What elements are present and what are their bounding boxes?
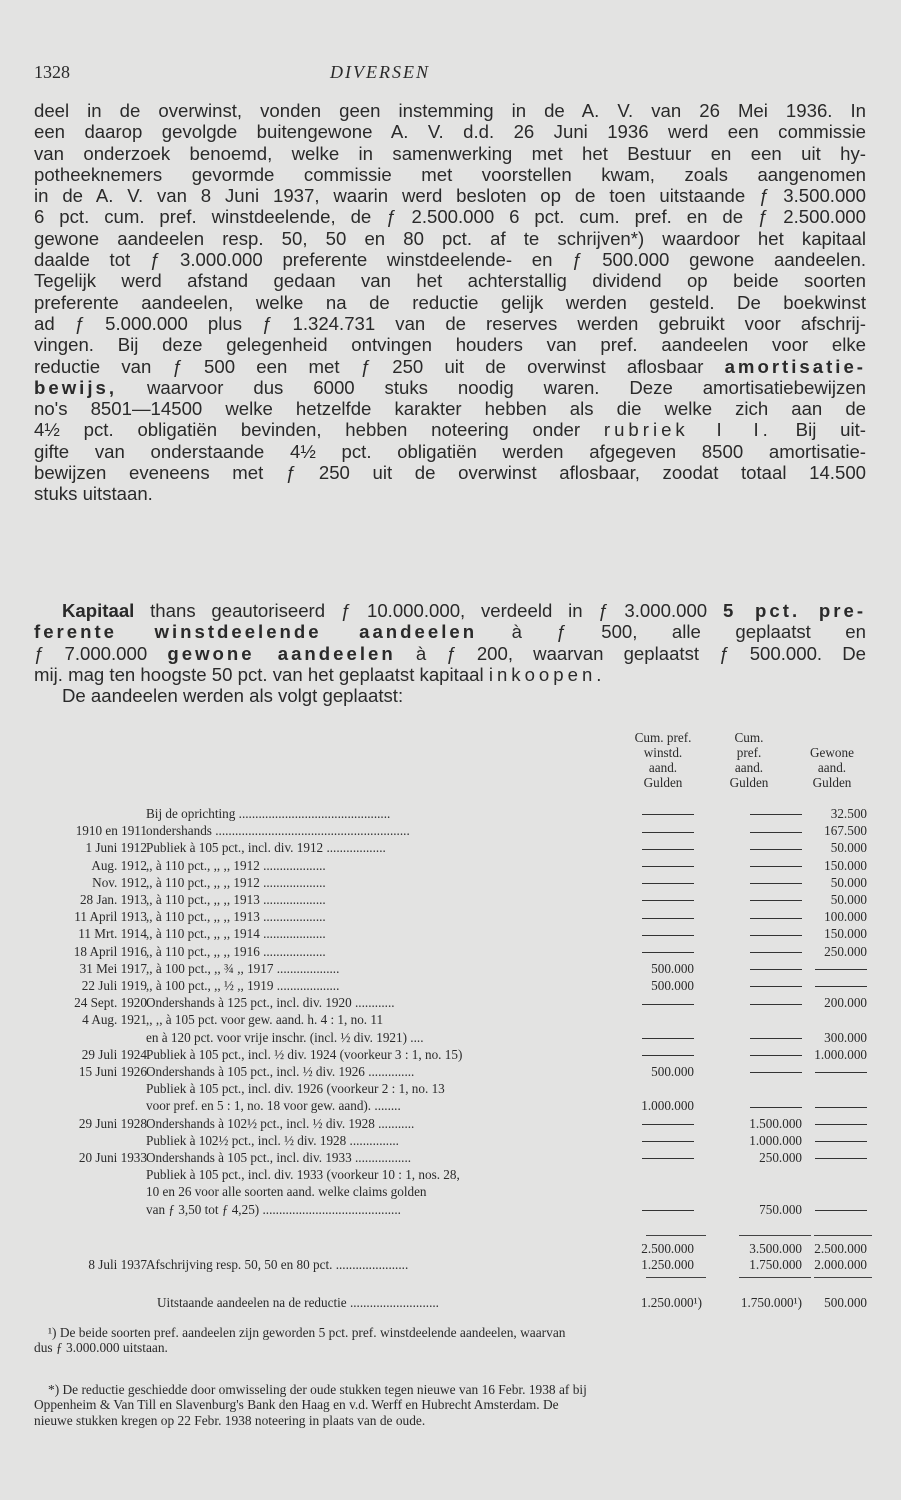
- paragraph-capital: [34, 600, 866, 706]
- cell-dash: [706, 926, 802, 942]
- cell-dash: [608, 926, 694, 942]
- cell-dash: [809, 1133, 867, 1149]
- table-row: [34, 1081, 874, 1097]
- cell-desc: ,, ,, à 105 pct. voor gew. aand. h. 4 : 1, no. 11: [146, 1012, 384, 1028]
- spaced-term: amortisatie-: [724, 355, 866, 377]
- text-segment: 4½ pct. obligatiën bevinden, hebben noteering onder: [34, 419, 581, 441]
- table-row: [34, 1202, 874, 1218]
- cell-desc: Publiek à 102½ pct., incl. ½ div. 1928 ...............: [146, 1132, 399, 1148]
- dash-rule: [750, 814, 802, 815]
- cell-dash: [706, 995, 802, 1011]
- cell-value: 1.250.000¹): [640, 1295, 702, 1310]
- table-row: [34, 1150, 874, 1166]
- cell-dash: [706, 840, 802, 856]
- cell-date: Aug. 1912: [91, 857, 147, 873]
- dash-rule: [642, 935, 694, 936]
- cell-desc: ,, à 110 pct., ,, ,, 1914 ...................: [146, 926, 326, 942]
- cell-desc: ,, à 110 pct., ,, ,, 1912 ...................: [146, 857, 326, 873]
- text-line: [34, 419, 866, 440]
- cell-dash: [809, 978, 867, 994]
- cell-date: 29 Juli 1924: [81, 1046, 147, 1062]
- cell-value: 100.000: [824, 909, 867, 925]
- cell-value: 3.500.000: [749, 1241, 802, 1256]
- cell-desc: Afschrijving resp. 50, 50 en 80 pct. ......................: [146, 1257, 409, 1272]
- spaced-term: rubriek I I.: [603, 419, 772, 441]
- cell-desc: 10 en 26 voor alle soorten aand. welke claims golden: [146, 1184, 427, 1200]
- dash-rule: [642, 1210, 694, 1211]
- text-line: 6 pct. cum. pref. winstdeelende, de ƒ 2.500.000 6 pct. cum. pref. en de ƒ 2.500.000: [34, 206, 866, 228]
- dash-rule: [750, 1072, 802, 1073]
- dash-rule: [750, 1107, 802, 1108]
- table-row: [34, 944, 874, 960]
- cell-dash: [608, 1133, 694, 1149]
- cell-value: 50.000: [830, 892, 867, 907]
- cell-date: 20 Juni 1933: [78, 1150, 147, 1165]
- cell-date: 28 Jan. 1913: [79, 892, 147, 907]
- cell-value: 32.500: [830, 806, 867, 821]
- header-text: Cum.: [734, 730, 764, 745]
- cell-date: 8 Juli 1937: [88, 1257, 147, 1272]
- cell-value: 200.000: [824, 995, 867, 1011]
- cell-dash: [706, 978, 802, 994]
- text-line: potheeknemers gevormde commissie met voorstellen kwam, zoals aangenomen: [34, 163, 866, 185]
- text-segment: mij. mag ten hoogste 50 pct. van het geplaatst kapitaal: [34, 663, 484, 685]
- footnote-1: [34, 1325, 866, 1356]
- header-text: Gulden: [729, 775, 769, 790]
- cell-desc: van ƒ 3,50 tot ƒ 4,25) ..........................................: [146, 1201, 401, 1217]
- dash-rule: [815, 1158, 867, 1159]
- cell-dash: [608, 1047, 694, 1063]
- cell-dash: [608, 1030, 694, 1046]
- cell-dash: [809, 1116, 867, 1132]
- cell-dash: [706, 875, 802, 891]
- outstanding-row: [34, 1295, 874, 1311]
- dash-rule: [750, 986, 802, 987]
- sum-rule: [814, 1235, 872, 1236]
- table-row: [34, 961, 874, 977]
- cell-desc: Ondershands à 105 pct., incl. ½ div. 1926 ..............: [146, 1064, 415, 1079]
- cell-value: 1.500.000: [749, 1115, 802, 1131]
- cell-value: 1.000.000: [641, 1098, 694, 1114]
- col-header-cum-pref-winstd: [620, 730, 706, 790]
- placement-table: [34, 730, 874, 1320]
- cell-desc: ondershands ...........................................................: [146, 823, 410, 839]
- cell-dash: [608, 1116, 694, 1132]
- table-row: [34, 1116, 874, 1132]
- text-segment: à ƒ 500, alle geplaatst en: [511, 621, 866, 643]
- col-header-gewone: [797, 745, 867, 790]
- dash-rule: [642, 1141, 694, 1142]
- cell-value: 50.000: [830, 840, 867, 856]
- cell-dash: [706, 1064, 802, 1080]
- cell-value: 1.000.000: [749, 1132, 802, 1148]
- sum-rule: [739, 1235, 811, 1236]
- dash-rule: [815, 1107, 867, 1108]
- text-line: [34, 356, 866, 377]
- totals-row: [34, 1241, 874, 1257]
- text-line: bewijzen eveneens met ƒ 250 uit de overwinst aflosbaar, zoodat totaal 14.500: [34, 462, 866, 484]
- cell-dash: [608, 995, 694, 1011]
- header-text: aand.: [817, 760, 847, 775]
- sum-rule: [814, 1277, 872, 1278]
- table-row: [34, 926, 874, 942]
- cell-date: 18 April 1916: [73, 943, 147, 959]
- cell-dash: [706, 892, 802, 908]
- write-off-row: [34, 1257, 874, 1273]
- cell-desc: en à 120 pct. voor vrije inschr. (incl. ½ div. 1921) ....: [146, 1029, 424, 1045]
- cell-date: 11 April 1913: [74, 909, 147, 925]
- cell-value: 50.000: [830, 874, 867, 890]
- cell-desc: Publiek à 105 pct., incl. ½ div. 1924 (voorkeur 3 : 1, no. 15): [146, 1046, 463, 1062]
- footnote-line: *) De reductie geschiedde door omwisseling der oude stukken tegen nieuwe van 16 Febr. 1938 af bij: [48, 1382, 587, 1397]
- cell-desc: voor pref. en 5 : 1, no. 18 voor gew. aand). ........: [146, 1098, 401, 1114]
- footnote-line: ¹) De beide soorten pref. aandeelen zijn geworden 5 pct. pref. winstdeelende aandeelen, waarvan: [48, 1325, 566, 1340]
- cell-value: 167.500: [824, 823, 867, 839]
- spaced-term: bewijs,: [34, 376, 118, 398]
- dash-rule: [750, 900, 802, 901]
- dash-rule: [750, 969, 802, 970]
- dash-rule: [750, 849, 802, 850]
- table-row: [34, 806, 874, 822]
- cell-dash: [706, 961, 802, 977]
- sum-rule: [739, 1277, 811, 1278]
- dash-rule: [750, 1004, 802, 1005]
- cell-value: 500.000: [651, 1064, 694, 1079]
- cell-value: 500.000: [651, 960, 694, 976]
- dash-rule: [642, 1038, 694, 1039]
- table-row: [34, 1167, 874, 1183]
- cell-date: 1910 en 1911: [75, 823, 147, 839]
- text-line: [34, 685, 866, 706]
- header-text: Gewone: [810, 745, 854, 760]
- table-row: [34, 823, 874, 839]
- cell-date: 11 Mrt. 1914: [78, 926, 147, 942]
- cell-dash: [608, 840, 694, 856]
- dash-rule: [642, 952, 694, 953]
- footnote-line: nieuwe stukken kregen op 22 Febr. 1938 noteering in plaats van de oude.: [34, 1412, 426, 1428]
- cell-value: 2.500.000: [641, 1241, 694, 1256]
- text-line: in de A. V. van 8 Juni 1937, waarin werd besloten op de toen uitstaande ƒ 3.500.000: [34, 185, 866, 207]
- cell-value: 2.500.000: [814, 1241, 867, 1256]
- dash-rule: [750, 832, 802, 833]
- header-text: pref.: [736, 745, 762, 760]
- cell-desc: Bij de oprichting ..............................................: [146, 806, 391, 821]
- cell-dash: [809, 961, 867, 977]
- dash-rule: [642, 832, 694, 833]
- dash-rule: [750, 952, 802, 953]
- cell-dash: [706, 1030, 802, 1046]
- col-header-cum-pref: [714, 730, 784, 790]
- cell-value: 1.750.000¹): [740, 1295, 802, 1310]
- text-segment: reductie van ƒ 500 een met ƒ 250 uit de overwinst aflosbaar: [34, 355, 704, 377]
- text-segment: Bij uit-: [795, 419, 866, 441]
- cell-date: 31 Mei 1917: [79, 960, 147, 976]
- table-row: [34, 1064, 874, 1080]
- text-line: [34, 664, 866, 685]
- dash-rule: [815, 986, 867, 987]
- text-line: [34, 621, 866, 642]
- table-row: [34, 1098, 874, 1114]
- cell-value: 250.000: [824, 943, 867, 959]
- sum-rule: [646, 1235, 706, 1236]
- cell-dash: [706, 806, 802, 822]
- page-title: DIVERSEN: [330, 62, 430, 82]
- cell-dash: [608, 892, 694, 908]
- cell-date: Nov. 1912: [92, 874, 147, 890]
- cell-value: 1.250.000: [641, 1257, 694, 1272]
- table-row: [34, 875, 874, 891]
- dash-rule: [642, 866, 694, 867]
- cell-dash: [809, 1150, 867, 1166]
- dash-rule: [815, 1141, 867, 1142]
- cell-desc: Ondershands à 102½ pct., incl. ½ div. 1928 ...........: [146, 1115, 415, 1131]
- cell-desc: Publiek à 105 pct., incl. div. 1912 ..................: [146, 840, 386, 856]
- cell-dash: [809, 1064, 867, 1080]
- text-segment: à ƒ 200, waarvan geplaatst ƒ 500.000. De: [415, 642, 866, 664]
- table-row: [34, 858, 874, 874]
- cell-dash: [706, 823, 802, 839]
- dash-rule: [642, 900, 694, 901]
- cell-dash: [608, 909, 694, 925]
- text-segment: ƒ 7.000.000: [34, 642, 148, 664]
- cell-dash: [608, 1202, 694, 1218]
- text-line: Tegelijk werd afstand gedaan van het achterstallig dividend op beide soorten: [34, 270, 866, 292]
- text-line: no's 8501—14500 welke hetzelfde karakter hebben als die welke zich aan de: [34, 398, 866, 420]
- text-segment: thans geautoriseerd ƒ 10.000.000, verdeeld in ƒ 3.000.000: [150, 600, 708, 621]
- cell-value: 300.000: [824, 1029, 867, 1045]
- dash-rule: [815, 1072, 867, 1073]
- cell-dash: [608, 944, 694, 960]
- cell-dash: [706, 909, 802, 925]
- cell-desc: ,, à 110 pct., ,, ,, 1913 ...................: [146, 892, 326, 907]
- text-line: van onderzoek benoemd, welke in samenwerking met het Bestuur en een uit hy-: [34, 142, 866, 164]
- cell-value: 1.750.000: [749, 1257, 802, 1272]
- cell-desc: Publiek à 105 pct., incl. div. 1926 (voorkeur 2 : 1, no. 13: [146, 1081, 445, 1097]
- dash-rule: [642, 849, 694, 850]
- cell-value: 750.000: [759, 1201, 802, 1217]
- footnote-line: dus ƒ 3.000.000 uitstaan.: [34, 1340, 168, 1356]
- dash-rule: [642, 1158, 694, 1159]
- header-text: Gulden: [812, 775, 852, 790]
- text-line: gifte van onderstaande 4½ pct. obligatiën werden afgegeven 8500 amortisatie-: [34, 440, 866, 462]
- footnote-line: Oppenheim & Van Till en Slavenburg's Bank den Haag en v.d. Werff en Hubrecht Amsterdam. De: [34, 1397, 559, 1413]
- cell-value: 500.000: [824, 1295, 867, 1310]
- cell-date: 29 Juni 1928: [78, 1115, 147, 1131]
- dash-rule: [642, 883, 694, 884]
- table-row: [34, 995, 874, 1011]
- cell-dash: [608, 875, 694, 891]
- cell-value: 1.000.000: [814, 1046, 867, 1062]
- table-row: [34, 1047, 874, 1063]
- page-number: 1328: [34, 62, 70, 82]
- table-row: [34, 840, 874, 856]
- dash-rule: [750, 883, 802, 884]
- dash-rule: [750, 918, 802, 919]
- dash-rule: [642, 918, 694, 919]
- cell-dash: [809, 1098, 867, 1114]
- cell-desc: ,, à 100 pct., ,, ½ ,, 1919 ...................: [146, 978, 340, 993]
- cell-date: 4 Aug. 1921: [82, 1012, 147, 1028]
- cell-date: 24 Sept. 1920: [74, 995, 147, 1011]
- cell-value: 250.000: [759, 1150, 802, 1165]
- cell-dash: [706, 1047, 802, 1063]
- cell-value: 150.000: [824, 926, 867, 942]
- dash-rule: [642, 1055, 694, 1056]
- cell-desc: Uitstaande aandeelen na de reductie ...........................: [157, 1295, 439, 1310]
- header-text: aand.: [648, 760, 678, 775]
- dash-rule: [750, 1038, 802, 1039]
- header-text: Gulden: [643, 775, 683, 790]
- table-row: [34, 1012, 874, 1028]
- cell-dash: [608, 806, 694, 822]
- text-line: [34, 643, 866, 664]
- footnote-2: [34, 1382, 866, 1428]
- paragraph-reduction: [34, 100, 866, 505]
- spaced-term: 5 pct. pre-: [722, 600, 867, 621]
- dash-rule: [642, 1124, 694, 1125]
- text-line: deel in de overwinst, vonden geen instemming in de A. V. van 26 Mei 1936. In: [34, 100, 866, 121]
- dash-rule: [750, 935, 802, 936]
- cell-desc: Ondershands à 105 pct., incl. div. 1933 .................: [146, 1150, 412, 1165]
- dash-rule: [815, 1124, 867, 1125]
- dash-rule: [815, 1210, 867, 1211]
- cell-dash: [608, 823, 694, 839]
- text-line: een daarop gevolgde buitengewone A. V. d.d. 26 Juni 1936 werd een commissie: [34, 121, 866, 143]
- cell-desc: ,, à 110 pct., ,, ,, 1916 ...................: [146, 943, 326, 959]
- cell-desc: Ondershands à 125 pct., incl. div. 1920 ............: [146, 995, 395, 1011]
- cell-desc: ,, à 110 pct., ,, ,, 1913 ...................: [146, 909, 326, 925]
- table-row: [34, 1133, 874, 1149]
- text-line: vingen. Bij deze gelegenheid ontvingen houders van pref. aandeelen voor elke: [34, 334, 866, 356]
- text-line: daalde tot ƒ 3.000.000 preferente winstdeelende- en ƒ 500.000 gewone aandeelen.: [34, 249, 866, 271]
- text-line: preferente aandeelen, welke na de reductie gelijk werden gesteld. De boekwinst: [34, 291, 866, 313]
- cell-dash: [706, 858, 802, 874]
- cell-desc: Publiek à 105 pct., incl. div. 1933 (voorkeur 10 : 1, nos. 28,: [146, 1167, 460, 1183]
- cell-date: 1 Juni 1912: [85, 840, 147, 856]
- dash-rule: [815, 969, 867, 970]
- cell-value: 2.000.000: [814, 1257, 867, 1272]
- table-row: [34, 892, 874, 908]
- text-line: ad ƒ 5.000.000 plus ƒ 1.324.731 van de reserves werden gebruikt voor afschrij-: [34, 312, 866, 334]
- text-segment: waarvoor dus 6000 stuks noodig waren. Deze amortisatiebewijzen: [146, 376, 866, 398]
- table-row: [34, 1184, 874, 1200]
- cell-dash: [706, 1098, 802, 1114]
- sum-rule: [646, 1277, 706, 1278]
- table-row: [34, 1030, 874, 1046]
- dash-rule: [642, 1004, 694, 1005]
- dash-rule: [750, 866, 802, 867]
- cell-dash: [706, 944, 802, 960]
- cell-desc: ,, à 110 pct., ,, ,, 1912 ...................: [146, 874, 326, 890]
- spaced-term: gewone aandeelen: [167, 642, 396, 664]
- cell-value: 500.000: [651, 978, 694, 993]
- spaced-term: ferente winstdeelende aandeelen: [34, 621, 478, 643]
- cell-date: 22 Juli 1919: [81, 978, 147, 993]
- cell-dash: [809, 1202, 867, 1218]
- cell-desc: ,, à 100 pct., ,, ¾ ,, 1917 ...................: [146, 960, 340, 976]
- cell-dash: [608, 1150, 694, 1166]
- table-row: [34, 909, 874, 925]
- text-line: stuks uitstaan.: [34, 483, 153, 505]
- dash-rule: [642, 814, 694, 815]
- header-text: Cum. pref.: [634, 730, 692, 745]
- cell-date: 15 Juni 1926: [78, 1064, 147, 1079]
- text-line: [34, 377, 866, 398]
- text-segment: De aandeelen werden als volgt geplaatst:: [62, 685, 404, 707]
- text-line: gewone aandeelen resp. 50, 50 en 80 pct. af te schrijven*) waardoor het kapitaal: [34, 227, 866, 249]
- cell-value: 150.000: [824, 857, 867, 873]
- dash-rule: [750, 1055, 802, 1056]
- table-row: [34, 978, 874, 994]
- header-text: aand.: [734, 760, 764, 775]
- text-line: [34, 600, 866, 621]
- header-text: winstd.: [643, 745, 683, 760]
- spaced-term: inkoopen.: [488, 663, 606, 685]
- cell-dash: [608, 858, 694, 874]
- bold-term: Kapitaal: [62, 600, 135, 621]
